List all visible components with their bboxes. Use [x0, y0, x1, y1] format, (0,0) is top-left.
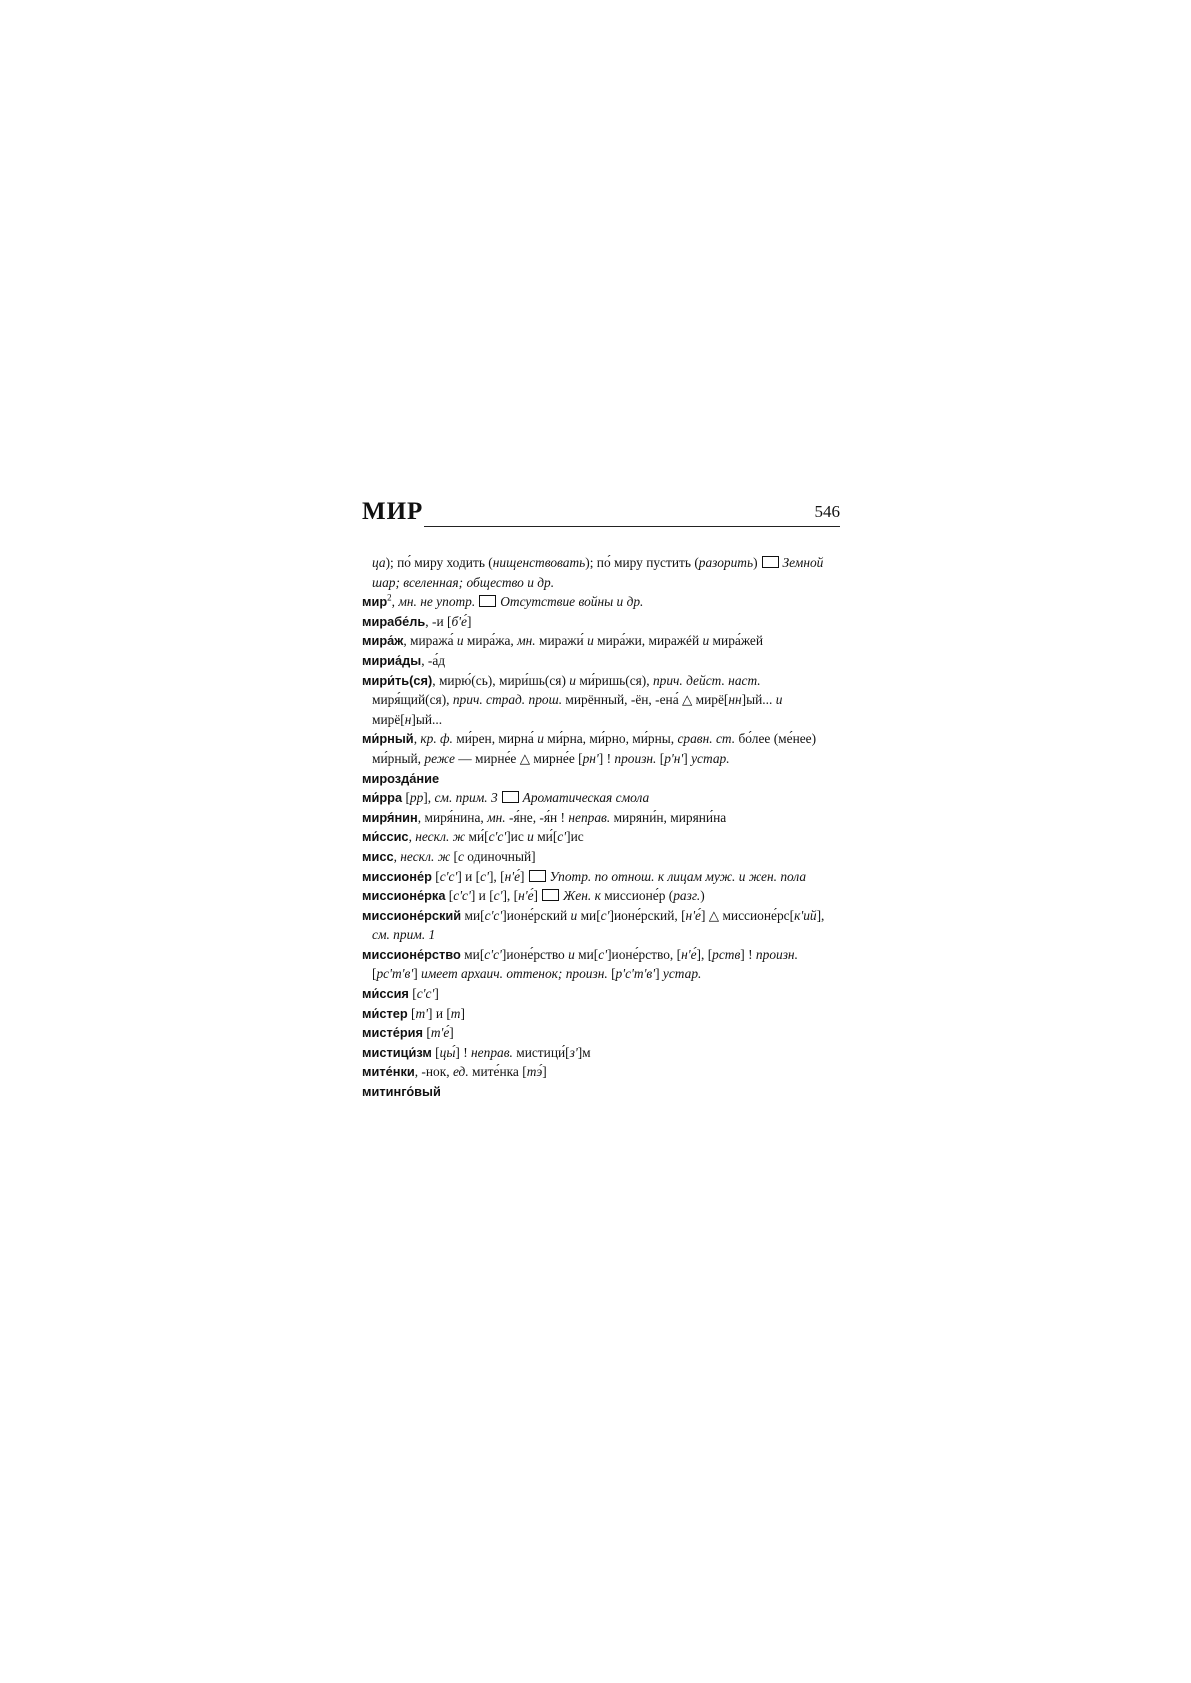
entry-text: ] и [	[457, 868, 481, 884]
italic-note: произн.	[755, 946, 798, 962]
italic-note: и	[702, 633, 710, 649]
italic-note: ед.	[452, 1064, 469, 1080]
meaning-box-icon	[529, 870, 546, 882]
italic-note: мн. не употр.	[398, 594, 476, 610]
entry-text: -я́не, -я́н !	[505, 809, 569, 825]
italic-note: и	[570, 907, 578, 923]
italic-note: с'с'	[484, 907, 503, 923]
entries-list	[362, 553, 840, 1102]
dictionary-entry	[362, 729, 840, 768]
headword: мирабе́ль	[362, 613, 426, 629]
entry-text: ми́рна, ми́рно, ми́рны,	[543, 731, 678, 747]
italic-note: тэ́	[526, 1064, 543, 1080]
entry-text: ,	[408, 829, 416, 845]
dictionary-entry	[362, 788, 840, 808]
italic-note: с'с'	[453, 888, 471, 904]
entry-text: миражи́	[535, 633, 588, 649]
entry-text: мира́жи, миражéй	[593, 633, 703, 649]
italic-note: Ароматическая смола	[522, 790, 650, 806]
dictionary-entry	[362, 847, 840, 867]
entry-text: мира́жей	[709, 633, 764, 649]
entry-text: ], [	[502, 888, 519, 904]
meaning-box-icon	[542, 889, 559, 901]
entry-text: ] и [	[470, 888, 494, 904]
entry-text: [	[431, 868, 440, 884]
page-header	[362, 498, 840, 530]
entry-text: [	[408, 986, 417, 1002]
entry-text: ], [	[696, 946, 713, 962]
italic-note: т	[450, 1005, 461, 1021]
entry-text: ми[	[577, 907, 601, 923]
entry-text: ]	[434, 986, 439, 1002]
meaning-box-icon	[762, 556, 779, 568]
entry-text: — мирне́е △ мирне́е [	[454, 750, 583, 766]
dictionary-entry	[362, 1023, 840, 1043]
dictionary-entry	[362, 1062, 840, 1082]
italic-note: мн.	[517, 633, 536, 649]
dictionary-entry	[362, 651, 840, 671]
entry-text: ] !	[740, 946, 756, 962]
entry-text: [	[607, 966, 616, 982]
italic-note: прич. дейст. наст.	[652, 672, 761, 688]
dictionary-entry	[362, 906, 840, 945]
italic-note: н'е́	[681, 946, 697, 962]
italic-note: неправ.	[568, 809, 611, 825]
dictionary-entry	[362, 984, 840, 1004]
entry-text: [	[656, 750, 665, 766]
entry-text: мирённый, -ён, -ена́ △ мирё[	[562, 692, 729, 708]
headword: мистици́зм	[362, 1044, 432, 1060]
italic-note: с'	[480, 868, 489, 884]
entry-text: ми́рен, мирна́	[452, 731, 538, 747]
italic-note: ца	[372, 555, 386, 570]
entry-text: ]	[460, 1005, 465, 1021]
italic-note: к	[594, 888, 601, 904]
entry-text: ]ый...	[411, 711, 443, 727]
italic-note: см. прим. 3	[434, 790, 498, 806]
italic-note: и	[537, 731, 544, 747]
dictionary-entry	[362, 1004, 840, 1024]
headword: ми́стер	[362, 1005, 408, 1021]
italic-note: неправ.	[471, 1044, 513, 1060]
italic-note: р'н'	[664, 750, 684, 766]
entry-text: , миража́	[403, 633, 457, 649]
italic-note: кр. ф.	[420, 731, 453, 747]
italic-note: к'ий	[794, 907, 817, 923]
entry-text: ]	[655, 966, 663, 982]
italic-note: и	[568, 946, 575, 962]
headword: митинго́вый	[362, 1084, 441, 1100]
headword: мисс	[362, 848, 394, 864]
italic-note: с'с'	[484, 946, 502, 962]
entry-text: [	[423, 1025, 431, 1041]
dictionary-entry	[362, 671, 840, 730]
headword: мисте́рия	[362, 1025, 423, 1041]
italic-note: н'е́	[518, 888, 534, 904]
entry-text: [	[407, 1005, 416, 1021]
entry-text: ); по́ миру ходить (	[385, 555, 493, 570]
entry-text: миссионе́р (	[600, 888, 674, 904]
dictionary-entry	[362, 592, 840, 612]
headword: миссионе́рство	[362, 946, 461, 962]
entry-text: ]м	[577, 1044, 591, 1060]
italic-note: с'	[493, 888, 503, 904]
entry-text: ]ионе́рский	[502, 907, 571, 923]
entry-text: ]	[413, 966, 421, 982]
headword: миссионе́рка	[362, 888, 446, 904]
entry-text: ]ис	[566, 829, 584, 845]
headword: миссионе́р	[362, 868, 432, 884]
italic-note: нескл. ж	[415, 829, 466, 845]
italic-note: н	[404, 711, 412, 727]
entry-text: ,	[391, 594, 399, 610]
italic-note: с'	[598, 946, 608, 962]
headword: мир	[362, 594, 388, 610]
italic-note: рс'т'в'	[376, 966, 414, 982]
entry-text: ],	[816, 907, 825, 923]
meaning-box-icon	[502, 791, 519, 803]
entry-text: ми́[	[465, 829, 489, 845]
italic-note: см. прим. 1	[372, 927, 436, 943]
italic-note: устар.	[691, 750, 730, 766]
headword: мира́ж	[362, 633, 404, 649]
italic-note: с'	[557, 829, 567, 845]
italic-note: з'	[569, 1044, 578, 1060]
entry-continuation	[362, 553, 840, 592]
entry-text: ]ионе́рство, [	[607, 946, 682, 962]
headword: ми́ссис	[362, 829, 409, 845]
entry-text: ми[	[460, 946, 485, 962]
italic-note: цы́	[439, 1044, 456, 1060]
headword: ми́ссия	[362, 986, 409, 1002]
entry-text: ми́ришь(ся),	[575, 672, 653, 688]
italic-note: и	[569, 672, 576, 688]
entry-text: ми[	[461, 907, 485, 923]
headword: ми́рра	[362, 790, 403, 806]
italic-note: и	[587, 633, 594, 649]
dictionary-entry	[362, 1043, 840, 1063]
entry-text: мите́нка [	[468, 1064, 527, 1080]
italic-note: разорить	[698, 555, 754, 570]
entry-text: мистици́[	[512, 1044, 570, 1060]
entry-text: ] !	[598, 750, 615, 766]
dictionary-entry	[362, 867, 840, 887]
entry-text: ]	[542, 1064, 547, 1080]
entry-text: ]	[683, 750, 692, 766]
italic-note: н'е́	[685, 907, 701, 923]
italic-note: Жен.	[563, 888, 592, 904]
entry-text: ,	[393, 848, 401, 864]
running-head: МИР	[362, 498, 424, 525]
entry-text: бо́лее (ме́нее) ми́рный,	[372, 731, 817, 766]
entry-text: ]ионе́рство	[501, 946, 569, 962]
entry-text: ]ый...	[741, 692, 776, 708]
italic-note: с'с'	[416, 986, 435, 1002]
italic-note: имеет архаич. оттенок; произн.	[421, 966, 608, 982]
entry-text: )	[753, 555, 758, 570]
entry-text: ], [	[488, 868, 505, 884]
entry-text: ]ис	[506, 829, 528, 845]
italic-note: и	[775, 692, 783, 708]
headword: мирозда́ние	[362, 770, 440, 786]
dictionary-entry	[362, 827, 840, 847]
italic-note: нн	[728, 692, 742, 708]
italic-note: сравн. ст.	[677, 731, 736, 747]
entry-text: [	[402, 790, 410, 806]
italic-note: с'с'	[439, 868, 458, 884]
dictionary-entry	[362, 945, 840, 984]
entry-text: ]ионе́рский, [	[609, 907, 686, 923]
italic-note: произн.	[614, 750, 657, 766]
italic-note: рн'	[582, 750, 599, 766]
italic-note: устар.	[662, 966, 702, 982]
headword: мириа́ды	[362, 652, 422, 668]
header-rule	[424, 526, 840, 527]
italic-note: н'е́	[504, 868, 521, 884]
entry-text: [	[445, 888, 454, 904]
entry-text: , -и [	[425, 613, 452, 629]
entry-text: ]	[449, 1025, 454, 1041]
entry-text: ); по́ миру пустить (	[585, 555, 699, 570]
entry-text: ]	[466, 613, 472, 629]
entry-text: одиночный]	[463, 848, 536, 864]
headword: миря́нин	[362, 809, 418, 825]
italic-note: с'	[600, 907, 610, 923]
italic-note: реже	[424, 750, 455, 766]
dictionary-entry	[362, 886, 840, 906]
entry-text: [	[372, 966, 377, 982]
italic-note: Земной шар; вселенная; общество и др.	[372, 555, 824, 590]
italic-note: с	[457, 848, 464, 864]
italic-note: Отсутствие войны и др.	[500, 594, 644, 610]
dictionary-entry	[362, 808, 840, 828]
entry-text: мира́жа,	[463, 633, 518, 649]
entry-text: миряни́н, миряни́на	[610, 809, 727, 825]
headword: ми́рный	[362, 731, 414, 747]
headword: мите́нки	[362, 1064, 415, 1080]
entry-text: )	[700, 888, 705, 904]
italic-note: т'е́	[430, 1025, 450, 1041]
entry-text: ]	[520, 868, 525, 884]
italic-note: мн.	[487, 809, 506, 825]
entry-text: ],	[423, 790, 435, 806]
italic-note: нескл. ж	[400, 848, 451, 864]
dictionary-page	[362, 498, 840, 1102]
italic-note: прич. страд. прош.	[452, 692, 563, 708]
dictionary-entry	[362, 612, 840, 632]
entry-text: мирё[	[372, 711, 405, 727]
entry-text: [	[450, 848, 458, 864]
page-number: 546	[814, 502, 840, 521]
italic-note: рств	[712, 946, 741, 962]
italic-note: рр	[409, 790, 424, 806]
entry-text: миря́щий(ся),	[372, 692, 453, 708]
entry-text: , мирю́(сь), мири́шь(ся)	[432, 672, 570, 688]
italic-note: разг.	[673, 888, 701, 904]
italic-note: и	[456, 633, 464, 649]
dictionary-entry	[362, 769, 840, 789]
entry-text: , -нок,	[414, 1064, 453, 1080]
dictionary-entry	[362, 631, 840, 651]
entry-text: ]	[533, 888, 539, 904]
entry-text: ] и [	[428, 1005, 451, 1021]
entry-text: ,	[413, 731, 421, 747]
entry-text: ми[	[574, 946, 599, 962]
entry-text: , миря́нина,	[417, 809, 488, 825]
entry-text: ] △ миссионе́рс[	[701, 907, 795, 923]
italic-note: и	[527, 829, 534, 845]
entry-text: ми́[	[533, 829, 558, 845]
italic-note: Употр. по отнош. к лицам муж. и жен. пола	[549, 868, 807, 884]
headword: миссионе́рский	[362, 907, 462, 923]
italic-note: р'с'т'в'	[615, 966, 656, 982]
homonym-index: 2	[387, 592, 392, 603]
italic-note: нищенствовать	[492, 555, 586, 570]
italic-note: с'с'	[488, 829, 507, 845]
entry-text: [	[431, 1044, 440, 1060]
headword: мири́ть(ся)	[362, 672, 433, 688]
dictionary-entry	[362, 1082, 840, 1102]
italic-note: т'	[415, 1005, 429, 1021]
entry-text: ] !	[455, 1044, 472, 1060]
meaning-box-icon	[479, 595, 496, 607]
italic-note: б'е́	[451, 613, 467, 629]
entry-text: , -а́д	[421, 652, 446, 668]
